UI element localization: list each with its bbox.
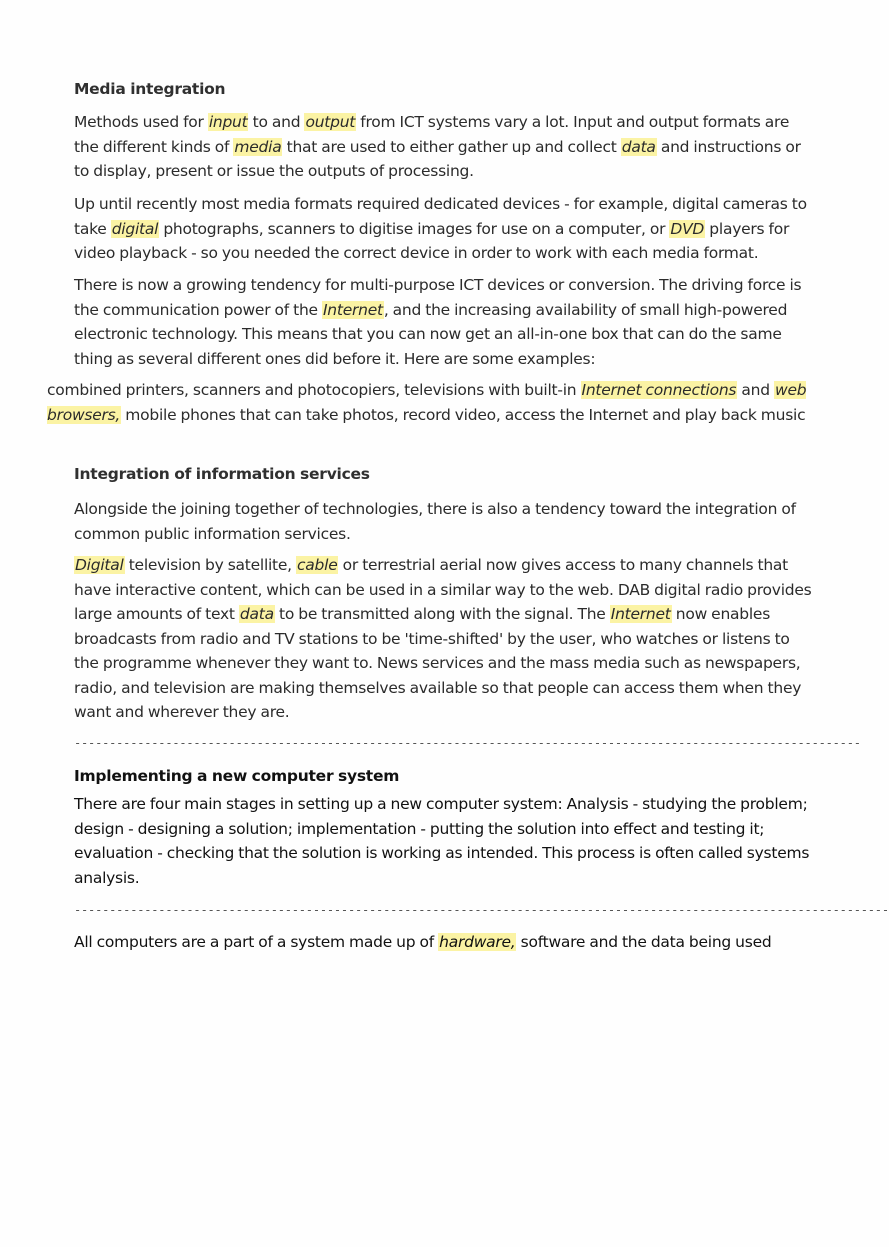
divider-line: ----------------------------------------------------------------------------------------------------------------: [74, 736, 861, 750]
paragraph-four-stages: There are four main stages in setting up a new computer system: Analysis - studying the problem; design - designing a solution; implementation - putting the solution into effect and testing it; evaluation - checking that the solution is working as intended. This process is often called systems analysis.: [74, 795, 810, 887]
divider-line: --------------------------------------------------------------------------------------------------------------------: [74, 903, 889, 917]
paragraph-joining-technologies: Alongside the joining together of technologies, there is also a tendency toward the integration of common public information services.: [74, 500, 796, 543]
highlight-dvd: DVD: [670, 219, 705, 238]
section-heading-media-integration: Media integration: [74, 80, 226, 98]
highlight-web-browsers: web browsers,: [47, 381, 807, 424]
highlight-internet-connections: Internet connections: [581, 381, 737, 399]
highlight-digital-tv: Digital: [75, 556, 124, 574]
section-heading-new-computer-system: Implementing a new computer system: [74, 767, 400, 785]
highlight-cable: cable: [297, 556, 338, 574]
highlight-input: input: [208, 113, 248, 131]
highlight-internet-broadcast: Internet: [610, 605, 671, 623]
highlight-data: data: [621, 137, 656, 156]
section-heading-information-services: Integration of information services: [74, 465, 370, 483]
paragraph-dedicated-devices: Up until recently most media formats required dedicated devices - for example, digital cameras to take digital photographs, scanners to digitise images for use on a computer, or DVD players for video playback - so you needed the correct device in order to work with each media format.: [74, 195, 807, 262]
highlight-media: media: [234, 137, 282, 156]
highlight-data-text: data: [239, 605, 274, 623]
highlight-hardware: hardware,: [439, 933, 516, 951]
paragraph-digital-television: Digital television by satellite, cable or terrestrial aerial now gives access to many channels that have interactive content, which can be used in a similar way to the web. DAB digital radio provides large amounts of text data to be transmitted along with the signal. The Internet now enables broadcasts from radio and TV stations to be 'time-shifted' by the user, who watches or listens to the programme whenever they want to. News services and the mass media such as newspapers, radio, and television are making themselves available so that people can access them when they want and wherever they are.: [74, 556, 812, 721]
paragraph-computer-system-parts: All computers are a part of a system made up of hardware, software and the data being used: [74, 933, 772, 951]
highlight-internet: Internet: [322, 300, 383, 319]
highlight-output: output: [305, 113, 356, 131]
paragraph-examples: combined printers, scanners and photocopiers, televisions with built-in Internet connections and web browsers, mobile phones that can take photos, record video, access the Internet and play back music: [47, 381, 807, 424]
paragraph-media-methods: Methods used for input to and output from ICT systems vary a lot. Input and output formats are the different kinds of media that are used to either gather up and collect data and instructions or to display, present or issue the outputs of processing.: [74, 113, 801, 180]
paragraph-multi-purpose: There is now a growing tendency for multi-purpose ICT devices or conversion. The driving force is the communication power of the Internet, and the increasing availability of small high-powered electronic technology. This means that you can now get an all-in-one box that can do the same thing as several different ones did before it. Here are some examples:: [74, 276, 802, 368]
highlight-digital: digital: [111, 219, 159, 238]
